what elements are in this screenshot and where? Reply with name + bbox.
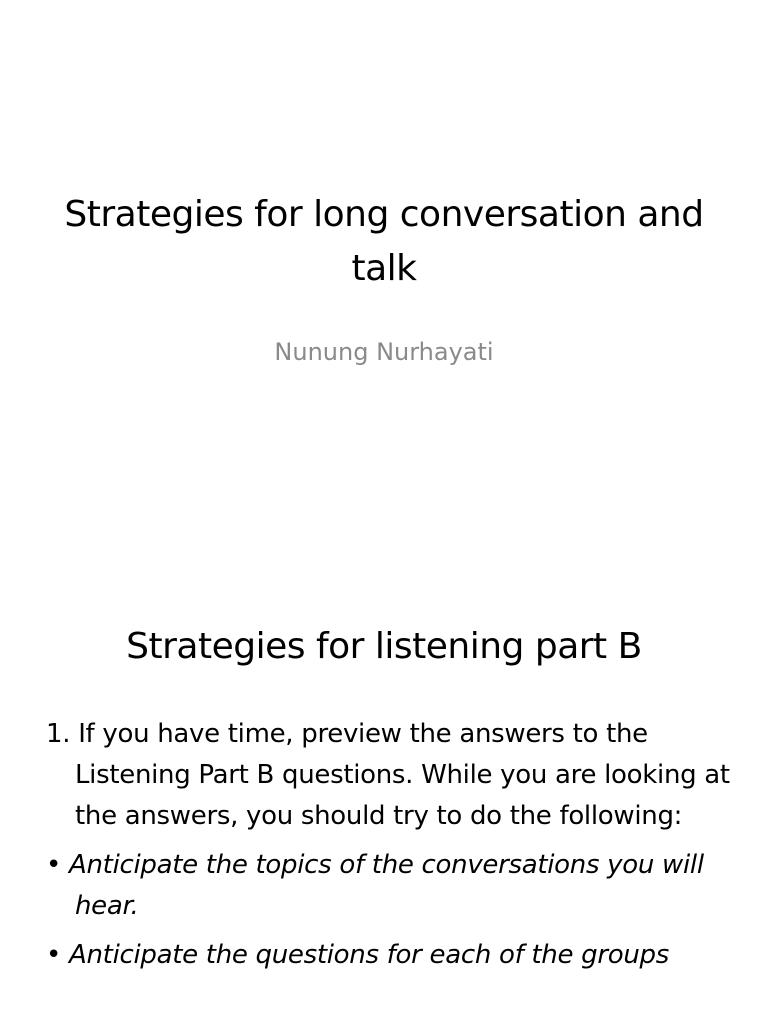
- bullet-point: [46, 845, 736, 927]
- bullet-point: [46, 935, 736, 976]
- bullet-icon: •: [46, 940, 62, 970]
- point-number: 1.: [46, 719, 71, 749]
- slide-strategies: [0, 576, 768, 1024]
- presentation-title: Strategies for long conversation and talk: [64, 194, 704, 289]
- bullet-text: Anticipate the questions for each of the groups: [69, 940, 669, 970]
- point-text: If you have time, preview the answers to the Listening Part B questions. While you are looking at the answers, you should try to do the following:: [75, 719, 730, 831]
- slide-heading: Strategies for listening part B: [126, 626, 642, 667]
- numbered-point: [46, 714, 736, 837]
- bullet-text: Anticipate the topics of the conversations you will hear.: [69, 850, 704, 921]
- slide-body: [46, 714, 736, 984]
- bullet-icon: •: [46, 850, 62, 880]
- author-name: Nunung Nurhayati: [274, 338, 494, 366]
